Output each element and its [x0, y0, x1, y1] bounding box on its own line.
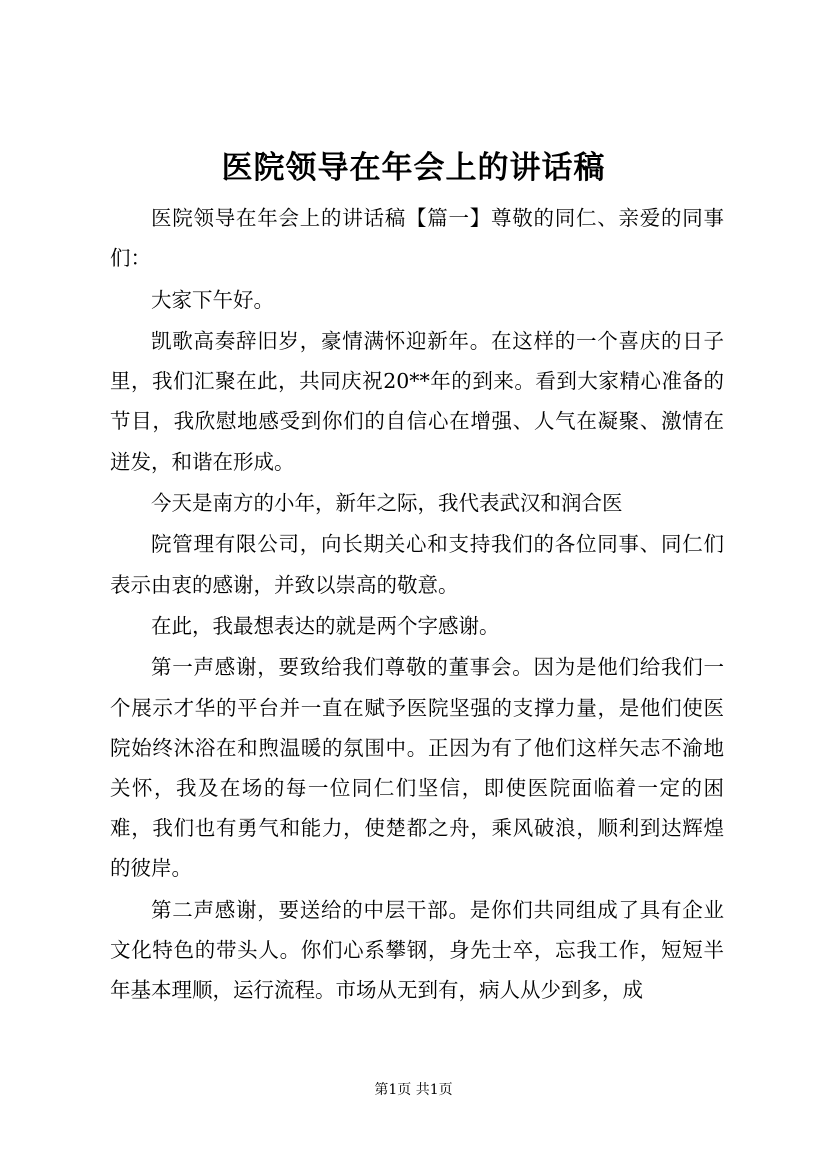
paragraph-5: 院管理有限公司，向长期关心和支持我们的各位同事、同仁们表示由衷的感谢，并致以崇高的敬意。 [110, 532, 724, 597]
document-body [110, 198, 724, 1012]
paragraph-7: 第一声感谢，要致给我们尊敬的董事会。因为是他们给我们一个展示才华的平台并一直在赋予医院坚强的支撑力量，是他们使医院始终沐浴在和煦温暖的氛围中。正因为有了他们这样矢志不渝地关怀，我及在场的每一位同仁们坚信，即使医院面临着一定的困难，我们也有勇气和能力，使楚都之舟，乘风破浪，顺利到达辉煌的彼岸。 [110, 655, 724, 881]
paragraph-6: 在此，我最想表达的就是两个字感谢。 [151, 613, 500, 638]
document-title: 医院领导在年会上的讲话稿 [221, 150, 606, 186]
paragraph-8: 第二声感谢，要送给的中层干部。是你们共同组成了具有企业文化特色的带头人。你们心系攀钢，身先士卒，忘我工作，短短半年基本理顺，运行流程。市场从无到有，病人从少到多，成 [110, 897, 724, 1003]
paragraph-3: 凯歌高奏辞旧岁，豪情满怀迎新年。在这样的一个喜庆的日子里，我们汇聚在此，共同庆祝20**年的到来。看到大家精心准备的节目，我欣慰地感受到你们的自信心在增强、人气在凝聚、激情在迸发，和谐在形成。 [110, 328, 724, 474]
paragraph-2: 大家下午好。 [151, 287, 274, 312]
paragraph-1: 医院领导在年会上的讲话稿【篇一】尊敬的同仁、亲爱的同事们： [110, 206, 724, 271]
page-footer: 第1页 共1页 [374, 1082, 453, 1098]
paragraph-4: 今天是南方的小年，新年之际，我代表武汉和润合医 [151, 490, 623, 515]
